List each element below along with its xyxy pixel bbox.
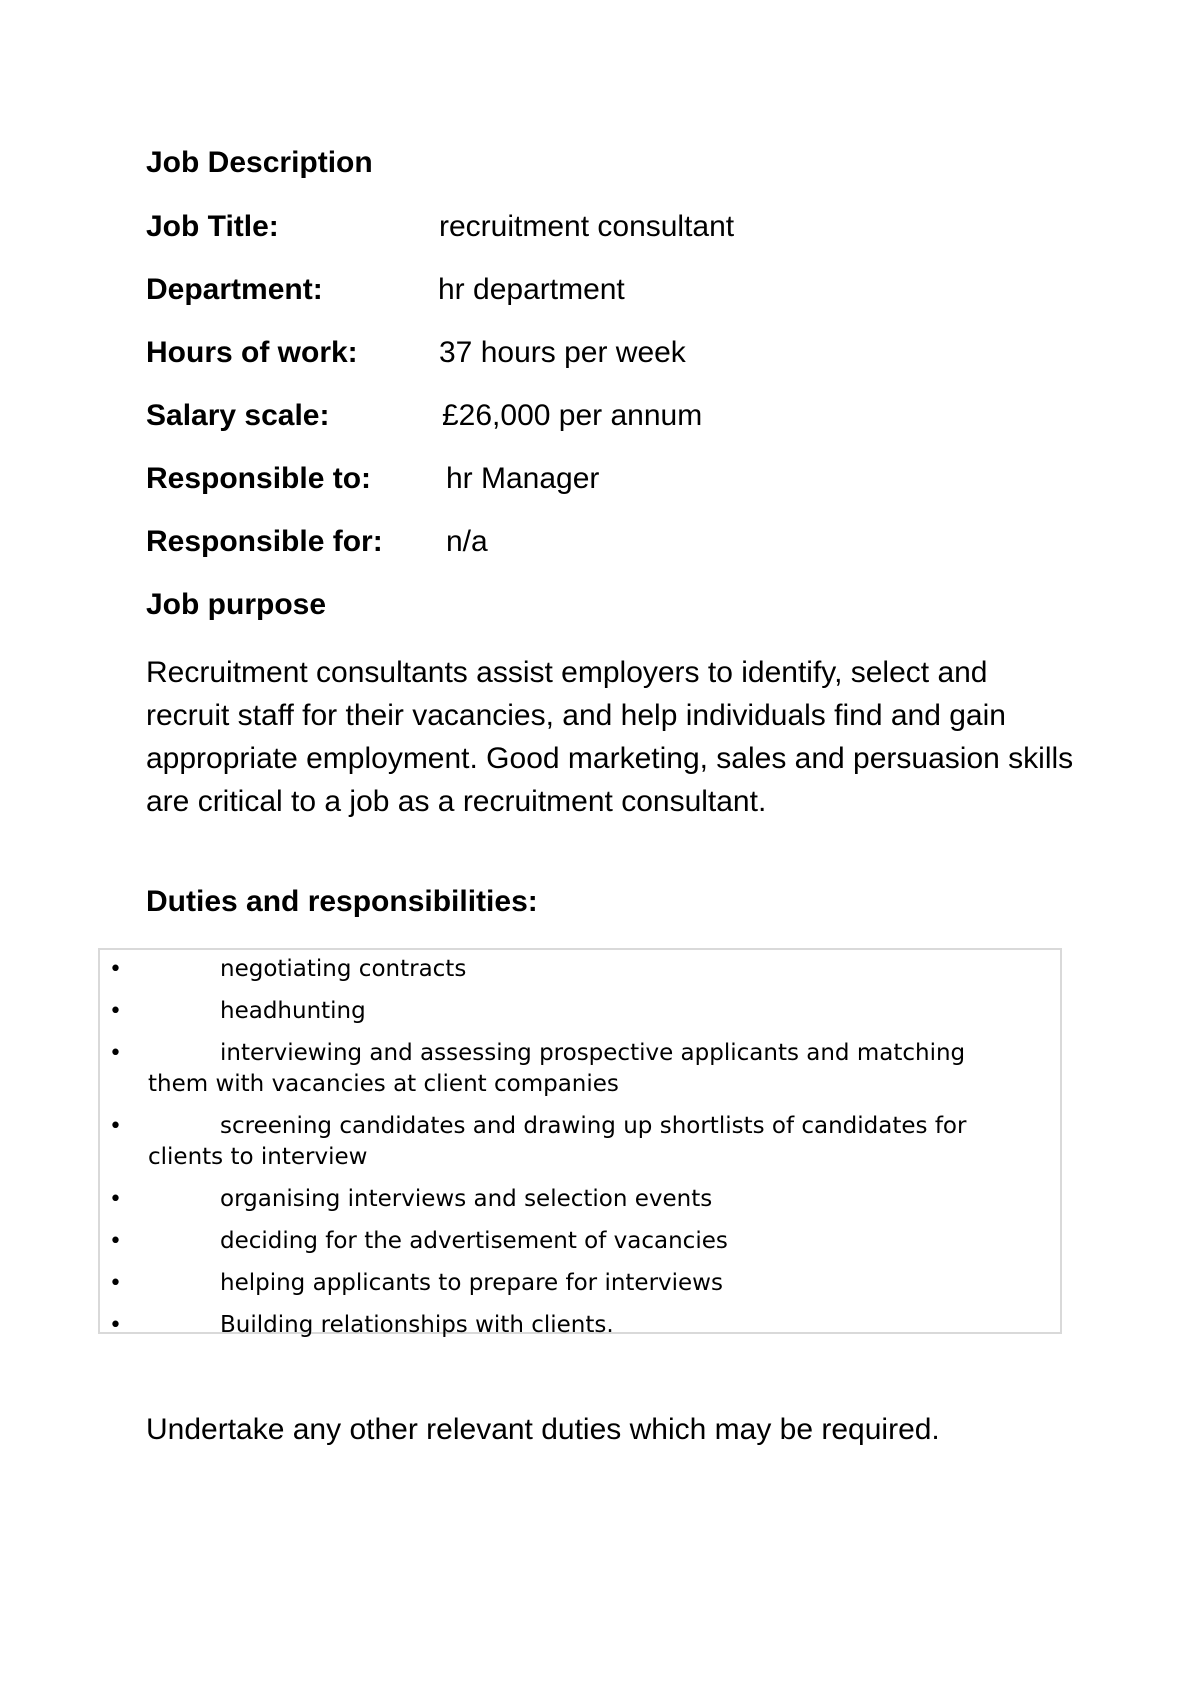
- field-label: Responsible to:: [146, 462, 372, 495]
- closing-text: Undertake any other relevant duties which may be required.: [146, 1413, 940, 1446]
- duty-text: helping applicants to prepare for interviews: [220, 1270, 723, 1296]
- duty-text: headhunting: [220, 998, 366, 1024]
- job-purpose-text: Recruitment consultants assist employers to identify, select and recruit staff for their vacancies, and help individuals find and gain appropriate employment. Good marketing, sales and persuasion skills are critical to a job as a recruitment consultant.: [146, 656, 1074, 818]
- bullet-icon: •: [109, 957, 122, 982]
- list-item: [100, 1111, 1060, 1173]
- field-value: hr Manager: [446, 462, 600, 495]
- field-value: recruitment consultant: [439, 210, 735, 243]
- duty-text: organising interviews and selection events: [220, 1186, 713, 1212]
- job-purpose-heading: Job purpose: [146, 588, 327, 621]
- list-item: [100, 1226, 1060, 1257]
- list-item: [100, 1310, 1060, 1341]
- bullet-icon: •: [109, 1041, 122, 1066]
- document-title: Job Description: [146, 146, 373, 179]
- list-item: [100, 954, 1060, 985]
- duties-list: [98, 948, 1062, 1338]
- duty-text: negotiating contracts: [220, 956, 467, 982]
- field-label: Department:: [146, 273, 323, 306]
- bullet-icon: •: [109, 1271, 122, 1296]
- bullet-icon: •: [109, 1187, 122, 1212]
- bullet-icon: •: [109, 1114, 122, 1139]
- list-item: [100, 1268, 1060, 1299]
- duty-text: interviewing and assessing prospective applicants and matching them with vacancies at client companies: [148, 1040, 966, 1097]
- field-value: hr department: [438, 273, 625, 306]
- list-item: [100, 996, 1060, 1027]
- list-item: [100, 1038, 1060, 1100]
- field-label: Responsible for:: [146, 525, 383, 558]
- field-value: n/a: [446, 525, 488, 558]
- bullet-icon: •: [109, 1229, 122, 1254]
- field-label: Job Title:: [146, 210, 279, 243]
- duties-heading: Duties and responsibilities:: [146, 885, 538, 918]
- field-value: 37 hours per week: [439, 336, 686, 369]
- field-label: Hours of work:: [146, 336, 358, 369]
- duty-text: deciding for the advertisement of vacancies: [220, 1228, 728, 1254]
- field-label: Salary scale:: [146, 399, 330, 432]
- list-item: [100, 1184, 1060, 1215]
- duty-text: screening candidates and drawing up shortlists of candidates for clients to interview: [148, 1113, 967, 1170]
- field-value: £26,000 per annum: [442, 399, 703, 432]
- bullet-icon: •: [109, 999, 122, 1024]
- bullet-icon: •: [109, 1313, 122, 1338]
- duty-text: Building relationships with clients.: [220, 1312, 614, 1338]
